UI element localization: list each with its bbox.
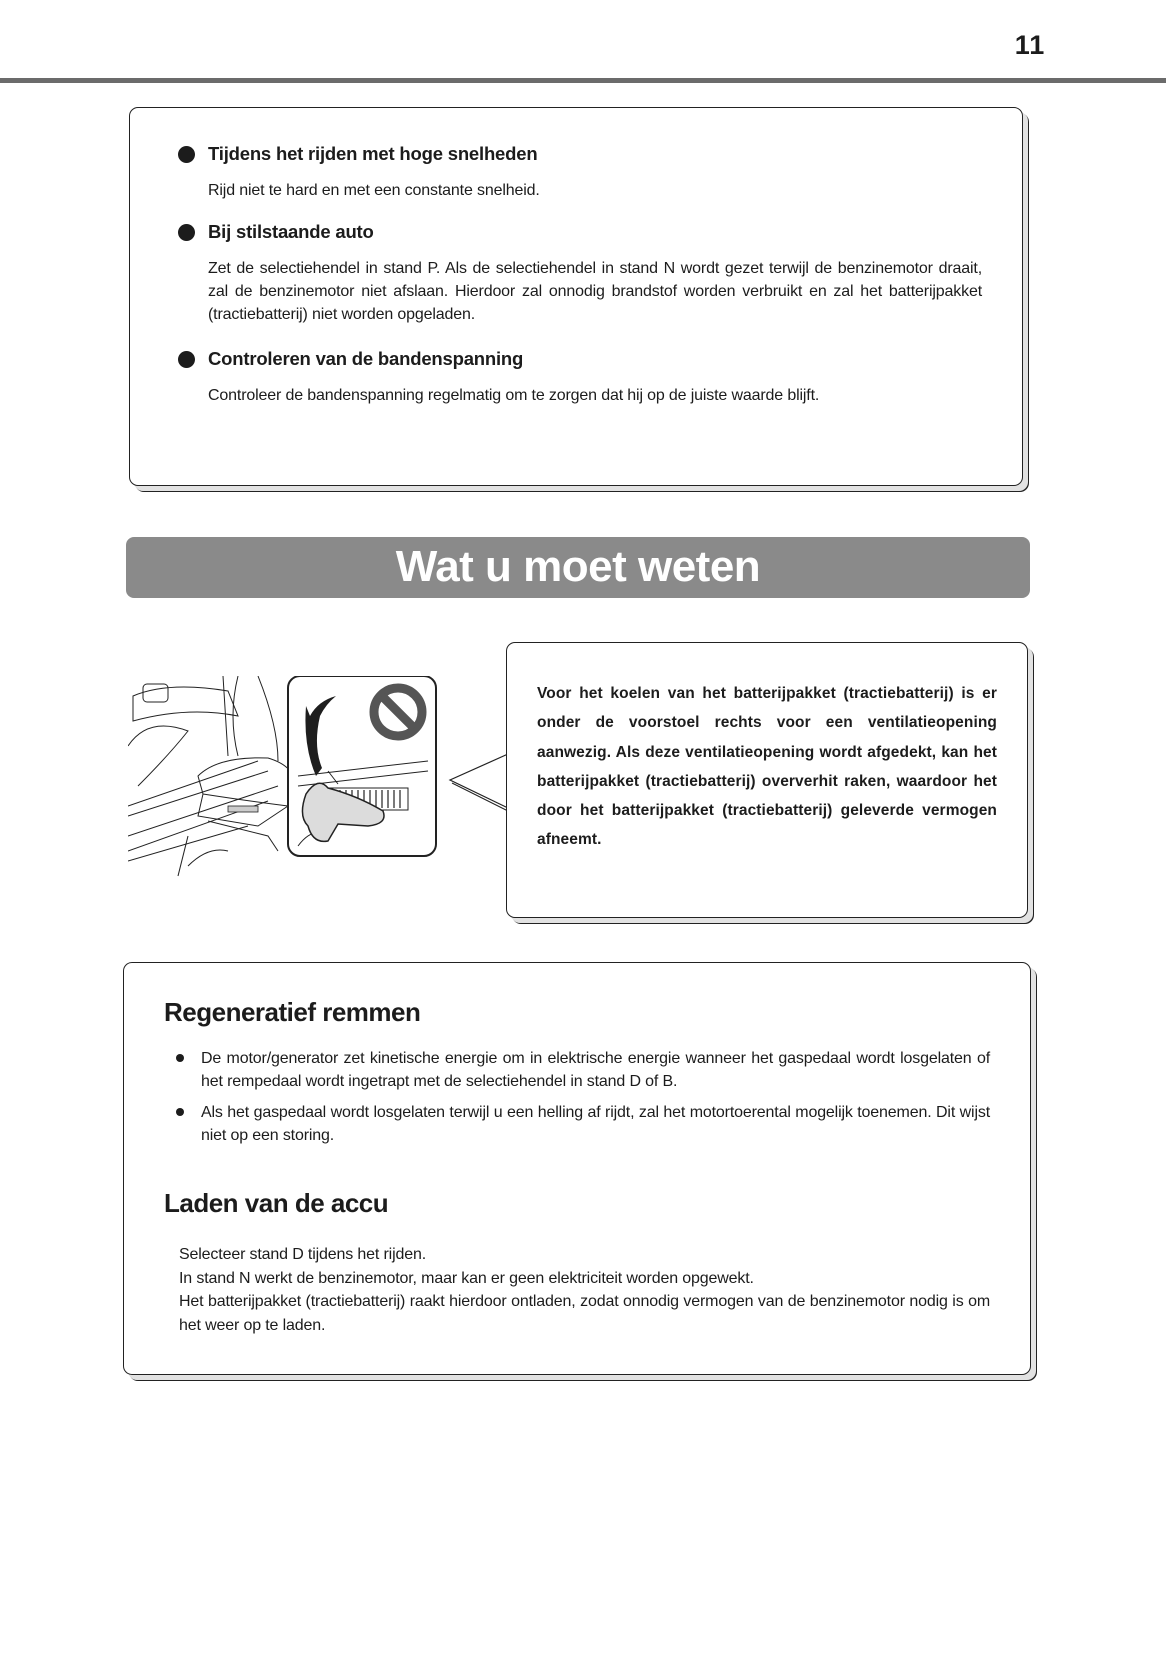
list-item: Als het gaspedaal wordt losgelaten terwijl u een helling af rijdt, zal het motortoerental mogelijk toenemen. Dit wijst niet op een storing. <box>174 1101 990 1147</box>
tip-body: Controleer de bandenspanning regelmatig om te zorgen dat hij op de juiste waarde blijft. <box>208 387 820 404</box>
section-banner: Wat u moet weten <box>126 537 1030 598</box>
charging-line: In stand N werkt de benzinemotor, maar kan er geen elektriciteit worden opgewekt. <box>179 1269 754 1287</box>
bullet-icon <box>176 1108 184 1116</box>
tip-heading: Controleren van de bandenspanning <box>208 348 524 369</box>
tip-body: Rijd niet te hard en met een constante snelheid. <box>208 182 540 199</box>
bullet-icon <box>178 224 195 241</box>
tip-stationary <box>178 221 982 326</box>
tip-heading: Bij stilstaande auto <box>208 221 374 242</box>
tips-box <box>129 107 1023 486</box>
header-rule <box>0 78 1166 83</box>
regen-bullet-list <box>174 1047 990 1155</box>
charging-line: Het batterijpakket (tractiebatterij) raakt hierdoor ontladen, zodat onnodig vermogen van de benzinemotor nodig is om het weer op te laden. <box>179 1293 990 1334</box>
tip-tire-pressure <box>178 348 982 407</box>
tip-high-speed <box>178 143 982 202</box>
section-title-charging: Laden van de accu <box>164 1188 389 1218</box>
bullet-icon <box>178 146 195 163</box>
charging-line: Selecteer stand D tijdens het rijden. <box>179 1246 427 1263</box>
charging-paragraph <box>179 1243 990 1337</box>
seat-ventilation-illustration <box>128 676 438 886</box>
callout-pointer <box>448 752 510 812</box>
callout-box <box>506 642 1028 918</box>
page-number: 11 <box>1014 30 1046 60</box>
tip-heading: Tijdens het rijden met hoge snelheden <box>208 143 538 164</box>
tip-body: Zet de selectiehendel in stand P. Als de selectiehendel in stand N wordt gezet terwijl de benzinemotor draait, zal de benzinemotor niet afslaan. Hierdoor zal onnodig brandstof worden verbruikt en zal het batterijpakket (tractiebatterij) niet worden opgeladen. <box>208 260 982 323</box>
info-box <box>123 962 1031 1375</box>
bullet-icon <box>178 351 195 368</box>
callout-text: Voor het koelen van het batterijpakket (tractiebatterij) is er onder de voorstoel rechts voor een ventilatieopening aanwezig. Als deze ventilatieopening wordt afgedekt, kan het batterijpakket (tractiebatterij) oververhit raken, waardoor het door het batterijpakket (tractiebatterij) geleverde vermogen afneemt. <box>537 685 997 849</box>
bullet-icon <box>176 1054 184 1062</box>
list-item: De motor/generator zet kinetische energie om in elektrische energie wanneer het gaspedaal wordt losgelaten of het rempedaal wordt ingetrapt met de selectiehendel in stand D of B. <box>174 1047 990 1093</box>
section-title-regen: Regeneratief remmen <box>164 997 421 1027</box>
